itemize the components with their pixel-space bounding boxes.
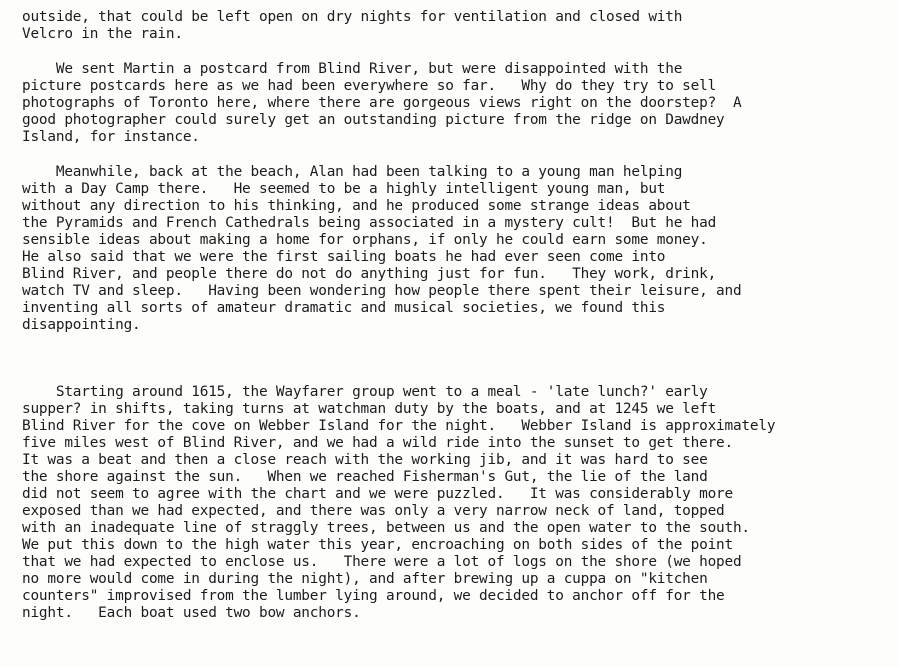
text-line: no more would come in during the night), and after brewing up a cuppa on "kitchen	[22, 571, 708, 587]
text-line: good photographer could surely get an outstanding picture from the ridge on Dawdney	[22, 112, 725, 128]
text-line: inventing all sorts of amateur dramatic and musical societies, we found this	[22, 300, 666, 316]
text-line: photographs of Toronto here, where there are gorgeous views right on the doorstep? A	[22, 95, 742, 111]
text-line: We sent Martin a postcard from Blind River, but were disappointed with the	[22, 61, 683, 77]
text-line: Blind River, and people there do not do anything just for fun. They work, drink,	[22, 266, 717, 282]
text-line: the Pyramids and French Cathedrals being associated in a mystery cult! But he had	[22, 215, 717, 231]
text-line: that we had expected to enclose us. There were a lot of logs on the shore (we hoped	[22, 554, 742, 570]
text-line: picture postcards here as we had been everywhere so far. Why do they try to sell	[22, 78, 717, 94]
text-line: with an inadequate line of straggly trees, between us and the open water to the south.	[22, 520, 750, 536]
text-line: Blind River for the cove on Webber Island for the night. Webber Island is approximately	[22, 418, 776, 434]
text-line: five miles west of Blind River, and we had a wild ride into the sunset to get there.	[22, 435, 733, 451]
text-line: outside, that could be left open on dry nights for ventilation and closed with	[22, 9, 683, 25]
text-line: It was a beat and then a close reach with the working jib, and it was hard to see	[22, 452, 708, 468]
text-line: the shore against the sun. When we reached Fisherman's Gut, the lie of the land	[22, 469, 708, 485]
text-line: sensible ideas about making a home for orphans, if only he could earn some money.	[22, 232, 708, 248]
text-line: We put this down to the high water this year, encroaching on both sides of the point	[22, 537, 733, 553]
text-line: exposed than we had expected, and there was only a very narrow neck of land, topped	[22, 503, 725, 519]
text-line: counters" improvised from the lumber lying around, we decided to anchor off for the	[22, 588, 725, 604]
text-line: Starting around 1615, the Wayfarer group went to a meal - 'late lunch?' early	[22, 384, 708, 400]
text-line: did not seem to agree with the chart and we were puzzled. It was considerably more	[22, 486, 733, 502]
text-line: He also said that we were the first sailing boats he had ever seen come into	[22, 249, 666, 265]
text-line: Meanwhile, back at the beach, Alan had been talking to a young man helping	[22, 164, 683, 180]
text-line: supper? in shifts, taking turns at watchman duty by the boats, and at 1245 we left	[22, 401, 717, 417]
text-line: without any direction to his thinking, and he produced some strange ideas about	[22, 198, 691, 214]
text-line: night. Each boat used two bow anchors.	[22, 605, 361, 621]
text-line: watch TV and sleep. Having been wondering how people there spent their leisure, and	[22, 283, 742, 299]
text-line: with a Day Camp there. He seemed to be a highly intelligent young man, but	[22, 181, 666, 197]
text-line: Velcro in the rain.	[22, 26, 183, 42]
text-line: disappointing.	[22, 317, 141, 333]
text-line: Island, for instance.	[22, 129, 200, 145]
